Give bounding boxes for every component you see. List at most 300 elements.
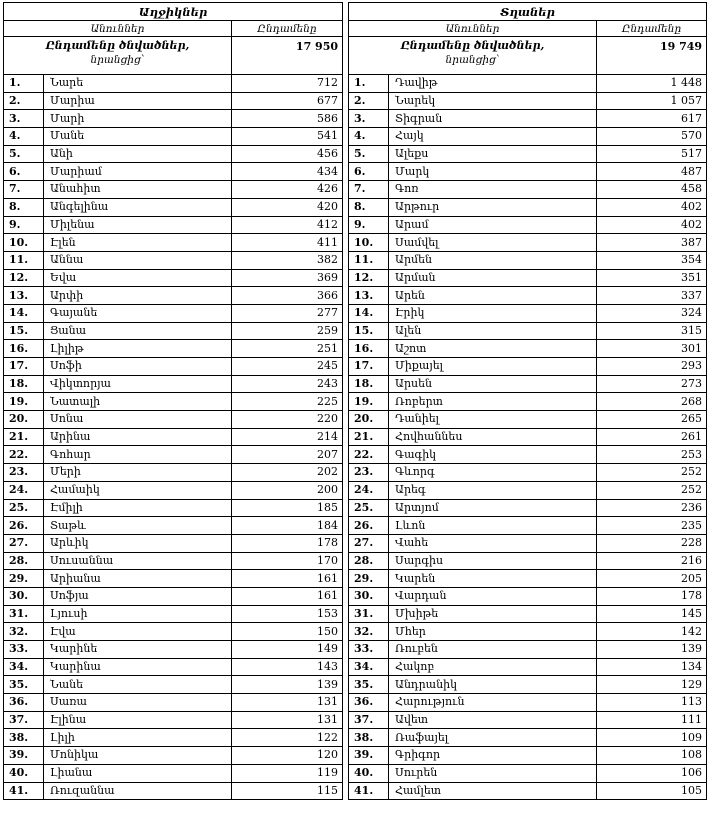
girl-name: Լիլի: [44, 729, 232, 747]
boy-name: Ավետ: [389, 711, 597, 729]
table-row: [4, 304, 707, 322]
girl-name: Միլենա: [44, 216, 232, 234]
boy-name: Արեգ: [389, 481, 597, 499]
table-row: [4, 481, 707, 499]
boy-count: 106: [597, 764, 707, 782]
table-row: [4, 517, 707, 535]
boy-name: Լևոն: [389, 517, 597, 535]
boy-rank: 24.: [349, 481, 389, 499]
girl-name: Էվա: [44, 623, 232, 641]
boy-count: 351: [597, 269, 707, 287]
girl-count: 207: [232, 446, 343, 464]
girl-count: 120: [232, 747, 343, 765]
boy-count: 387: [597, 234, 707, 252]
girl-rank: 35.: [4, 676, 44, 694]
table-row: [4, 234, 707, 252]
girl-count: 712: [232, 75, 343, 93]
girls-total-sub-text: նրանցից՝: [90, 54, 145, 66]
girl-rank: 12.: [4, 269, 44, 287]
girl-count: 456: [232, 145, 343, 163]
girl-name: Արինա: [44, 428, 232, 446]
boy-name: Միքայել: [389, 358, 597, 376]
table-row: [4, 216, 707, 234]
girl-rank: 39.: [4, 747, 44, 765]
girl-rank: 36.: [4, 694, 44, 712]
girl-count: 541: [232, 128, 343, 146]
girl-count: 214: [232, 428, 343, 446]
girl-count: 677: [232, 92, 343, 110]
girl-rank: 33.: [4, 641, 44, 659]
boy-name: Նարեկ: [389, 92, 597, 110]
boy-rank: 28.: [349, 552, 389, 570]
girl-count: 426: [232, 181, 343, 199]
table-row: [4, 570, 707, 588]
boy-rank: 5.: [349, 145, 389, 163]
girl-rank: 27.: [4, 534, 44, 552]
boy-rank: 14.: [349, 304, 389, 322]
girl-count: 245: [232, 358, 343, 376]
boy-rank: 15.: [349, 322, 389, 340]
girl-count: 220: [232, 411, 343, 429]
girl-name: Էլինա: [44, 711, 232, 729]
boy-name: Գևորգ: [389, 464, 597, 482]
girl-rank: 34.: [4, 658, 44, 676]
table-row: [4, 694, 707, 712]
girl-name: Լիանա: [44, 764, 232, 782]
boys-total-value: 19 749: [597, 37, 707, 75]
boy-count: 487: [597, 163, 707, 181]
girl-rank: 21.: [4, 428, 44, 446]
boy-rank: 41.: [349, 782, 389, 800]
boy-rank: 11.: [349, 251, 389, 269]
girl-count: 150: [232, 623, 343, 641]
table-row: [4, 92, 707, 110]
boy-name: Էրիկ: [389, 304, 597, 322]
girl-name: Եվա: [44, 269, 232, 287]
girl-name: Անգելինա: [44, 198, 232, 216]
girl-rank: 25.: [4, 499, 44, 517]
boy-count: 145: [597, 605, 707, 623]
girl-rank: 23.: [4, 464, 44, 482]
girl-name: Սուսաննա: [44, 552, 232, 570]
boy-name: Մարկ: [389, 163, 597, 181]
boy-rank: 29.: [349, 570, 389, 588]
table-row: [4, 764, 707, 782]
boy-count: 236: [597, 499, 707, 517]
boy-name: Գոռ: [389, 181, 597, 199]
boy-rank: 34.: [349, 658, 389, 676]
girl-count: 420: [232, 198, 343, 216]
girl-count: 115: [232, 782, 343, 800]
boy-count: 261: [597, 428, 707, 446]
boy-count: 113: [597, 694, 707, 712]
girl-count: 225: [232, 393, 343, 411]
boy-name: Սուրեն: [389, 764, 597, 782]
boy-rank: 7.: [349, 181, 389, 199]
girl-name: Տաթև: [44, 517, 232, 535]
girl-count: 382: [232, 251, 343, 269]
boy-rank: 40.: [349, 764, 389, 782]
girl-rank: 9.: [4, 216, 44, 234]
girl-name: Մարիամ: [44, 163, 232, 181]
girl-name: Արփի: [44, 287, 232, 305]
boy-count: 228: [597, 534, 707, 552]
boys-total-label-text: Ընդամենը ծնվածներ,: [400, 39, 545, 52]
table-row: [4, 587, 707, 605]
girl-count: 259: [232, 322, 343, 340]
girl-count: 251: [232, 340, 343, 358]
girl-count: 366: [232, 287, 343, 305]
boy-name: Հակոբ: [389, 658, 597, 676]
boy-name: Արեն: [389, 287, 597, 305]
boy-count: 252: [597, 481, 707, 499]
table-row: [4, 446, 707, 464]
girl-rank: 5.: [4, 145, 44, 163]
table-row: [4, 75, 707, 93]
table-row: [4, 658, 707, 676]
girl-name: Մարի: [44, 110, 232, 128]
girl-name: Մերի: [44, 464, 232, 482]
section-header-row: [4, 3, 707, 21]
girl-count: 178: [232, 534, 343, 552]
girl-rank: 4.: [4, 128, 44, 146]
table-row: [4, 428, 707, 446]
boy-rank: 21.: [349, 428, 389, 446]
boy-rank: 27.: [349, 534, 389, 552]
boys-names-column-header: Անուններ: [349, 21, 597, 37]
boy-count: 1 057: [597, 92, 707, 110]
girl-count: 153: [232, 605, 343, 623]
girl-rank: 22.: [4, 446, 44, 464]
girls-count-column-header: Ընդամենը: [232, 21, 343, 37]
girl-name: Ցանա: [44, 322, 232, 340]
boy-count: 324: [597, 304, 707, 322]
girl-name: Նարե: [44, 75, 232, 93]
girl-rank: 13.: [4, 287, 44, 305]
boy-rank: 22.: [349, 446, 389, 464]
table-row: [4, 499, 707, 517]
boys-total-sub-text: նրանցից՝: [445, 54, 500, 66]
girl-name: Անահիտ: [44, 181, 232, 199]
girl-count: 119: [232, 764, 343, 782]
boy-name: Արման: [389, 269, 597, 287]
girl-name: Լիլիթ: [44, 340, 232, 358]
boy-name: Ռուբեն: [389, 641, 597, 659]
boy-name: Ալեն: [389, 322, 597, 340]
girl-count: 434: [232, 163, 343, 181]
girl-count: 411: [232, 234, 343, 252]
table-row: [4, 375, 707, 393]
boy-count: 402: [597, 216, 707, 234]
girl-name: Կարինե: [44, 641, 232, 659]
boy-name: Սամվել: [389, 234, 597, 252]
girl-name: Համաիկ: [44, 481, 232, 499]
girl-rank: 24.: [4, 481, 44, 499]
boy-name: Արտյոմ: [389, 499, 597, 517]
boy-count: 617: [597, 110, 707, 128]
girl-rank: 14.: [4, 304, 44, 322]
boy-rank: 39.: [349, 747, 389, 765]
boy-rank: 8.: [349, 198, 389, 216]
boy-count: 105: [597, 782, 707, 800]
boy-rank: 2.: [349, 92, 389, 110]
boy-count: 235: [597, 517, 707, 535]
boy-name: Դավիթ: [389, 75, 597, 93]
boy-name: Աշոտ: [389, 340, 597, 358]
girl-rank: 18.: [4, 375, 44, 393]
boy-name: Համլետ: [389, 782, 597, 800]
table-row: [4, 145, 707, 163]
boy-rank: 31.: [349, 605, 389, 623]
girl-rank: 28.: [4, 552, 44, 570]
girl-rank: 1.: [4, 75, 44, 93]
table-row: [4, 198, 707, 216]
girl-rank: 29.: [4, 570, 44, 588]
girl-count: 586: [232, 110, 343, 128]
girl-count: 139: [232, 676, 343, 694]
girl-count: 170: [232, 552, 343, 570]
boy-rank: 25.: [349, 499, 389, 517]
boy-name: Վարդան: [389, 587, 597, 605]
boy-name: Տիգրան: [389, 110, 597, 128]
girls-total-value: 17 950: [232, 37, 343, 75]
girl-rank: 32.: [4, 623, 44, 641]
boy-count: 253: [597, 446, 707, 464]
boy-rank: 10.: [349, 234, 389, 252]
girl-name: Մանե: [44, 128, 232, 146]
table-row: [4, 464, 707, 482]
table-row: [4, 340, 707, 358]
boy-count: 517: [597, 145, 707, 163]
boy-rank: 23.: [349, 464, 389, 482]
boy-count: 216: [597, 552, 707, 570]
boy-name: Արթուր: [389, 198, 597, 216]
girl-name: Լյուսի: [44, 605, 232, 623]
girl-rank: 3.: [4, 110, 44, 128]
girl-name: Սառա: [44, 694, 232, 712]
table-row: [4, 711, 707, 729]
girl-rank: 7.: [4, 181, 44, 199]
table-row: [4, 605, 707, 623]
girl-rank: 8.: [4, 198, 44, 216]
girl-name: Սոնա: [44, 411, 232, 429]
table-row: [4, 163, 707, 181]
girl-name: Էմիլի: [44, 499, 232, 517]
girl-rank: 16.: [4, 340, 44, 358]
table-row: [4, 552, 707, 570]
girl-name: Աննա: [44, 251, 232, 269]
total-row: [4, 37, 707, 75]
girl-name: Նատալի: [44, 393, 232, 411]
girl-count: 149: [232, 641, 343, 659]
girl-count: 412: [232, 216, 343, 234]
boy-count: 205: [597, 570, 707, 588]
boy-count: 252: [597, 464, 707, 482]
table-row: [4, 181, 707, 199]
table-row: [4, 110, 707, 128]
boy-rank: 30.: [349, 587, 389, 605]
boys-total-label: [349, 37, 597, 75]
boy-count: 129: [597, 676, 707, 694]
boy-count: 178: [597, 587, 707, 605]
boy-count: 268: [597, 393, 707, 411]
boy-count: 1 448: [597, 75, 707, 93]
boy-name: Կարեն: [389, 570, 597, 588]
boy-rank: 36.: [349, 694, 389, 712]
column-header-row: [4, 21, 707, 37]
boy-rank: 3.: [349, 110, 389, 128]
boy-rank: 26.: [349, 517, 389, 535]
girls-names-column-header: Անուններ: [4, 21, 232, 37]
boy-rank: 32.: [349, 623, 389, 641]
boy-name: Վահե: [389, 534, 597, 552]
table-row: [4, 358, 707, 376]
girl-rank: 6.: [4, 163, 44, 181]
girl-rank: 41.: [4, 782, 44, 800]
names-table: [3, 2, 707, 800]
boy-name: Արամ: [389, 216, 597, 234]
boy-count: 570: [597, 128, 707, 146]
girl-rank: 30.: [4, 587, 44, 605]
girl-count: 277: [232, 304, 343, 322]
boy-rank: 16.: [349, 340, 389, 358]
girl-rank: 38.: [4, 729, 44, 747]
boy-name: Մխիթե: [389, 605, 597, 623]
table-row: [4, 641, 707, 659]
girl-rank: 15.: [4, 322, 44, 340]
boy-rank: 12.: [349, 269, 389, 287]
girl-name: Արիանա: [44, 570, 232, 588]
boy-count: 109: [597, 729, 707, 747]
boy-rank: 33.: [349, 641, 389, 659]
girl-rank: 10.: [4, 234, 44, 252]
boys-section-title: Տղաներ: [349, 3, 707, 21]
girls-section-title: Աղջիկներ: [4, 3, 343, 21]
boy-rank: 38.: [349, 729, 389, 747]
boy-rank: 13.: [349, 287, 389, 305]
girl-rank: 17.: [4, 358, 44, 376]
boy-count: 142: [597, 623, 707, 641]
boy-name: Ալեքս: [389, 145, 597, 163]
girl-name: Ռուզաննա: [44, 782, 232, 800]
girl-name: Էլեն: [44, 234, 232, 252]
boy-count: 139: [597, 641, 707, 659]
boy-rank: 20.: [349, 411, 389, 429]
table-row: [4, 269, 707, 287]
girl-name: Սոֆյա: [44, 587, 232, 605]
girl-name: Գայանե: [44, 304, 232, 322]
table-row: [4, 782, 707, 800]
table-row: [4, 322, 707, 340]
boy-count: 315: [597, 322, 707, 340]
boy-rank: 17.: [349, 358, 389, 376]
table-row: [4, 411, 707, 429]
boy-rank: 35.: [349, 676, 389, 694]
table-row: [4, 251, 707, 269]
girl-count: 161: [232, 587, 343, 605]
boy-name: Հարություն: [389, 694, 597, 712]
table-row: [4, 287, 707, 305]
table-row: [4, 676, 707, 694]
girls-total-label: [4, 37, 232, 75]
boy-count: 265: [597, 411, 707, 429]
table-row: [4, 623, 707, 641]
boy-name: Գագիկ: [389, 446, 597, 464]
boy-rank: 4.: [349, 128, 389, 146]
girl-count: 161: [232, 570, 343, 588]
boy-rank: 6.: [349, 163, 389, 181]
boy-count: 458: [597, 181, 707, 199]
boys-count-column-header: Ընդամենը: [597, 21, 707, 37]
girl-name: Կարինա: [44, 658, 232, 676]
girl-count: 202: [232, 464, 343, 482]
girl-name: Վիկտորյա: [44, 375, 232, 393]
girl-count: 131: [232, 694, 343, 712]
girl-count: 131: [232, 711, 343, 729]
boy-count: 134: [597, 658, 707, 676]
girl-name: Գոհար: [44, 446, 232, 464]
girls-total-label-text: Ընդամենը ծնվածներ,: [45, 39, 190, 52]
girl-rank: 19.: [4, 393, 44, 411]
boy-name: Հայկ: [389, 128, 597, 146]
boy-count: 293: [597, 358, 707, 376]
boy-count: 111: [597, 711, 707, 729]
boy-name: Սարգիս: [389, 552, 597, 570]
boy-name: Ռաֆայել: [389, 729, 597, 747]
girl-count: 369: [232, 269, 343, 287]
boy-name: Արսեն: [389, 375, 597, 393]
girl-name: Սոֆի: [44, 358, 232, 376]
boy-rank: 1.: [349, 75, 389, 93]
table-row: [4, 729, 707, 747]
girl-count: 243: [232, 375, 343, 393]
girl-rank: 37.: [4, 711, 44, 729]
boy-count: 354: [597, 251, 707, 269]
boy-name: Հովհաննես: [389, 428, 597, 446]
girl-rank: 2.: [4, 92, 44, 110]
girl-count: 185: [232, 499, 343, 517]
boy-count: 108: [597, 747, 707, 765]
girl-name: Մարիա: [44, 92, 232, 110]
boy-rank: 18.: [349, 375, 389, 393]
girl-name: Նանե: [44, 676, 232, 694]
girl-rank: 26.: [4, 517, 44, 535]
girl-count: 143: [232, 658, 343, 676]
boy-name: Ռոբերտ: [389, 393, 597, 411]
boy-rank: 9.: [349, 216, 389, 234]
girl-rank: 20.: [4, 411, 44, 429]
boy-rank: 37.: [349, 711, 389, 729]
table-row: [4, 534, 707, 552]
boy-count: 301: [597, 340, 707, 358]
girl-name: Արևիկ: [44, 534, 232, 552]
boy-name: Դանիել: [389, 411, 597, 429]
names-statistics-table: [3, 2, 706, 800]
boy-name: Մհեր: [389, 623, 597, 641]
boy-rank: 19.: [349, 393, 389, 411]
girl-name: Անի: [44, 145, 232, 163]
table-row: [4, 393, 707, 411]
girl-count: 200: [232, 481, 343, 499]
boy-count: 402: [597, 198, 707, 216]
girl-rank: 11.: [4, 251, 44, 269]
boy-name: Արմեն: [389, 251, 597, 269]
boy-count: 337: [597, 287, 707, 305]
girl-rank: 40.: [4, 764, 44, 782]
girl-count: 122: [232, 729, 343, 747]
girl-rank: 31.: [4, 605, 44, 623]
girl-count: 184: [232, 517, 343, 535]
